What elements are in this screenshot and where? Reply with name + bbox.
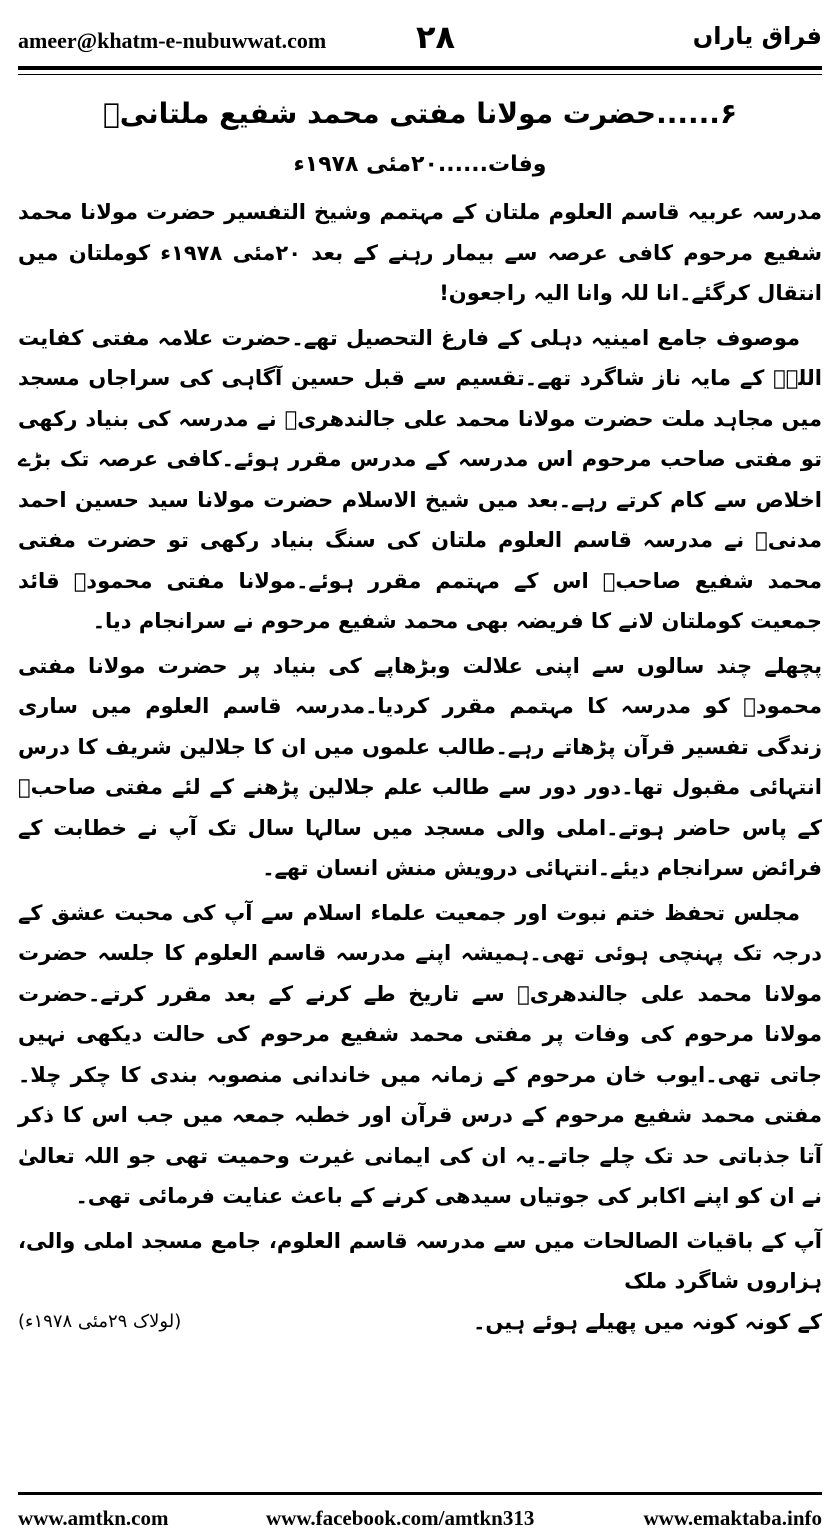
paragraph-5: آپ کے باقیات الصالحات میں سے مدرسہ قاسم العلوم، جامع مسجد املی والی، ہزاروں شاگرد ملک xyxy=(18,1228,822,1293)
paragraph-2: موصوف جامع امینیہ دہلی کے فارغ التحصیل تھے۔حضرت علامہ مفتی کفایت اللہؒ کے مایہ ناز شاگرد تھے۔تقسیم سے قبل حسین آگاہی کی سراجاں مسجد میں مجاہد ملت حضرت مولانا محمد علی جالندھریؒ نے مدرسہ کی بنیاد رکھی تو مفتی صاحب مرحوم اس مدرسہ کے مدرس مقرر ہوئے۔کافی عرصہ تک بڑے اخلاص سے کام کرتے رہے۔بعد میں شیخ الاسلام حضرت مولانا سید حسین احمد مدنیؒ نے مدرسہ قاسم العلوم ملتان کی سنگ بنیاد رکھی تو حضرت مفتی محمد شفیع صاحبؒ اس کے مہتمم مقرر ہوئے۔مولانا مفتی محمودؒ قائد جمعیت کوملتان لانے کا فریضہ بھی محمد شفیع مرحوم نے سرانجام دیا۔ xyxy=(18,325,822,633)
article xyxy=(18,86,822,1342)
book-title: فراق یاراں xyxy=(692,22,822,50)
page-number: ۲۸ xyxy=(416,18,456,56)
header-rule-thin xyxy=(18,74,822,75)
footer-link-amtkn[interactable]: www.amtkn.com xyxy=(18,1506,169,1530)
footer-link-emaktaba[interactable]: www.emaktaba.info xyxy=(643,1506,822,1530)
closing-text: کے کونہ کونہ میں پھیلے ہوئے ہیں۔ xyxy=(473,1309,822,1334)
page-header xyxy=(18,18,822,62)
page-footer xyxy=(18,1506,822,1534)
footer-rule xyxy=(18,1492,822,1495)
closing-line xyxy=(18,1302,822,1342)
source-citation: (لولاک ۲۹مئی ۱۹۷۸ء) xyxy=(18,1310,182,1332)
paragraph-4: مجلس تحفظ ختم نبوت اور جمعیت علماء اسلام سے آپ کی محبت عشق کے درجہ تک پہنچی ہوئی تھی۔ہمیشہ اپنے مدرسہ قاسم العلوم کا جلسہ حضرت مولانا محمد علی جالندھریؒ سے تاریخ طے کرنے کے بعد مقرر کرتے۔حضرت مولانا مرحوم کی وفات پر مفتی محمد شفیع مرحوم کی حالت دیکھی نہیں جاتی تھی۔ایوب خان مرحوم کے زمانہ میں خاندانی منصوبہ بندی کا چکر چلا۔مفتی محمد شفیع مرحوم کے درس قرآن اور خطبہ جمعہ میں جب اس کا ذکر آتا جذباتی حد تک چلے جاتے۔یہ ان کی ایمانی غیرت وحمیت تھی جو اللہ تعالیٰ نے ان کو اپنے اکابر کی جوتیاں سیدھی کرنے کے باعث عنایت فرمائی تھی۔ xyxy=(18,900,822,1208)
header-rule-thick xyxy=(18,66,822,70)
header-email: ameer@khatm-e-nubuwwat.com xyxy=(18,28,327,53)
paragraph-1: مدرسہ عربیہ قاسم العلوم ملتان کے مہتمم وشیخ التفسیر حضرت مولانا محمد شفیع مرحوم کافی عرصہ سے بیمار رہنے کے بعد ۲۰مئی ۱۹۷۸ء کوملتان میں انتقال کرگئے۔انا للہ وانا الیہ راجعون! xyxy=(18,200,822,305)
article-title: ۶......حضرت مولانا مفتی محمد شفیع ملتانیؒ xyxy=(102,97,738,130)
paragraph-3: پچھلے چند سالوں سے اپنی علالت وبڑھاپے کی بنیاد پر حضرت مولانا مفتی محمودؒ کو مدرسہ کا مہتمم مقرر کردیا۔مدرسہ قاسم العلوم میں ساری زندگی تفسیر قرآن پڑھاتے رہے۔طالب علموں میں ان کا جلالین شریف کا درس انتہائی مقبول تھا۔دور دور سے طالب علم جلالین پڑھنے کے لئے مفتی صاحبؒ کے پاس حاضر ہوتے۔املی والی مسجد میں سالہا سال تک آپ نے خطابت کے فرائض سرانجام دیئے۔انتہائی درویش منش انسان تھے۔ xyxy=(18,653,822,880)
footer-link-facebook[interactable]: www.facebook.com/amtkn313 xyxy=(266,1506,535,1530)
death-date: وفات......۲۰مئی ۱۹۷۸ء xyxy=(293,152,547,177)
